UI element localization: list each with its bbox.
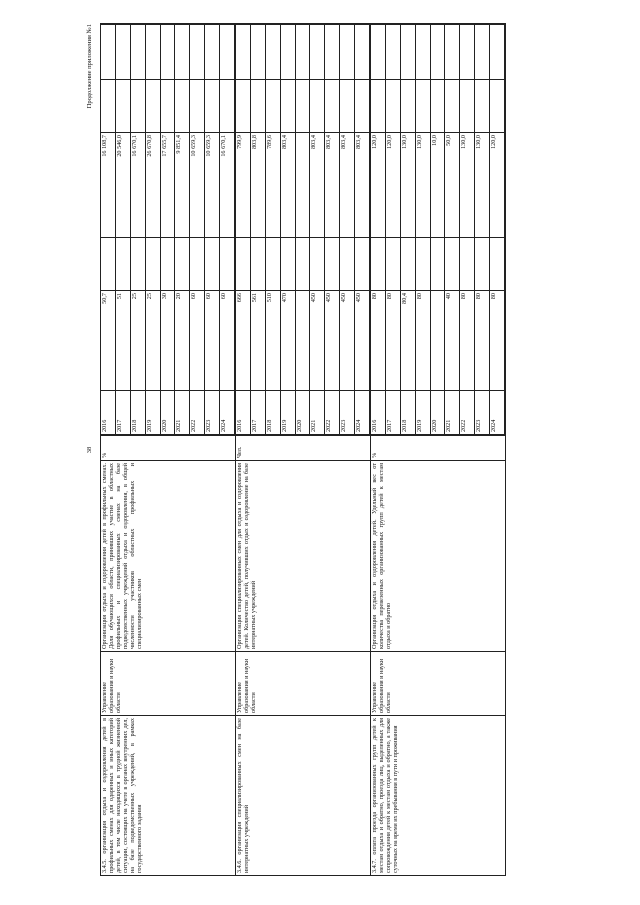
year-cell: 2020	[430, 391, 445, 435]
empty-cell	[220, 25, 235, 80]
empty-cell	[310, 238, 325, 291]
empty-cell	[295, 238, 310, 291]
empty-cell	[160, 238, 175, 291]
indicator-value-cell: 450	[340, 291, 355, 391]
year-cell: 2024	[220, 391, 235, 435]
empty-cell	[340, 238, 355, 291]
year-cell: 2018	[400, 391, 415, 435]
year-row	[385, 25, 400, 435]
empty-cell	[415, 25, 430, 80]
year-cell: 2018	[265, 391, 280, 435]
funding-sum-cell: 10 659,3	[205, 133, 220, 238]
empty-cell	[175, 80, 190, 133]
year-cell: 2018	[130, 391, 145, 435]
year-row	[250, 25, 265, 435]
year-row	[115, 25, 130, 435]
empty-cell	[355, 238, 370, 291]
year-row	[280, 25, 295, 435]
year-row	[265, 25, 280, 435]
empty-cell	[145, 80, 160, 133]
measure-cell: 3.4.7. оплата проезда организованных групп детей к местам отдыха и обратно, проезда лиц, выделенных для сопровождения детей к местам отдыха и обратно, а также суточных на время их пребывания в пути и проживания	[371, 716, 506, 876]
indicator-value-cell: 80	[371, 291, 385, 391]
continuation-note: Продолжение приложения №1	[86, 24, 93, 109]
unit-cell: %	[371, 436, 506, 461]
indicator-value-cell: 80,4	[400, 291, 415, 391]
year-row	[415, 25, 430, 435]
empty-cell	[460, 80, 475, 133]
year-row	[130, 25, 145, 435]
year-row	[101, 25, 115, 435]
funding-sum-cell: 803,4	[280, 133, 295, 238]
empty-cell	[115, 80, 130, 133]
indicator-value-cell: 51	[115, 291, 130, 391]
year-row	[220, 25, 235, 435]
empty-cell	[355, 25, 370, 80]
empty-cell	[371, 238, 385, 291]
funding-sum-cell	[295, 133, 310, 238]
indicator-cell: Организация специализированных смен для отдыха и оздоровления детей. Количество детей, получивших отдых и оздоровление на базе интернатных учреждений	[236, 461, 371, 652]
executor-cell: Управление образования и науки области	[236, 652, 371, 716]
indicator-value-cell: 450	[310, 291, 325, 391]
indicator-value-cell: 30	[160, 291, 175, 391]
year-cell: 2023	[205, 391, 220, 435]
funding-sum-cell: 10,0	[430, 133, 445, 238]
funding-sum-cell: 16 108,7	[101, 133, 115, 238]
empty-cell	[265, 25, 280, 80]
empty-cell	[250, 238, 265, 291]
year-row	[340, 25, 355, 435]
unit-cell: %	[101, 436, 236, 461]
empty-cell	[460, 25, 475, 80]
year-cell: 2017	[250, 391, 265, 435]
empty-cell	[145, 238, 160, 291]
funding-sum-cell: 789,6	[265, 133, 280, 238]
year-cell: 2016	[101, 391, 115, 435]
empty-cell	[220, 80, 235, 133]
funding-sum-cell: 803,8	[250, 133, 265, 238]
funding-sum-cell: 26 670,8	[145, 133, 160, 238]
funding-sum-cell: 803,4	[325, 133, 340, 238]
empty-cell	[115, 25, 130, 80]
empty-cell	[160, 80, 175, 133]
year-cell: 2020	[160, 391, 175, 435]
empty-cell	[101, 80, 115, 133]
empty-cell	[236, 25, 250, 80]
yearly-values-cell	[101, 24, 236, 436]
empty-cell	[325, 80, 340, 133]
empty-cell	[385, 238, 400, 291]
empty-cell	[460, 238, 475, 291]
year-row	[325, 25, 340, 435]
empty-cell	[415, 80, 430, 133]
funding-sum-cell: 120,0	[490, 133, 505, 238]
year-row	[145, 25, 160, 435]
year-cell: 2019	[280, 391, 295, 435]
year-cell: 2016	[371, 391, 385, 435]
page-header	[86, 24, 100, 876]
indicator-value-cell: 80	[475, 291, 490, 391]
empty-cell	[415, 238, 430, 291]
indicator-value-cell: 50,7	[101, 291, 115, 391]
funding-sum-cell: 130,0	[415, 133, 430, 238]
year-cell: 2023	[340, 391, 355, 435]
empty-cell	[385, 25, 400, 80]
year-cell: 2020	[295, 391, 310, 435]
empty-cell	[250, 25, 265, 80]
year-row	[295, 25, 310, 435]
measure-row	[236, 24, 371, 876]
year-cell: 2016	[236, 391, 250, 435]
empty-cell	[160, 25, 175, 80]
indicator-value-cell: 40	[445, 291, 460, 391]
rotated-page	[86, 24, 632, 876]
year-cell: 2022	[325, 391, 340, 435]
empty-cell	[280, 80, 295, 133]
empty-cell	[130, 25, 145, 80]
funding-sum-cell: 10 659,3	[190, 133, 205, 238]
indicator-value-cell: 450	[325, 291, 340, 391]
measure-row	[371, 24, 506, 876]
measure-cell: 3.4.6. организация специализированных смен на базе интернатных учреждений	[236, 716, 371, 876]
year-cell: 2021	[445, 391, 460, 435]
empty-cell	[475, 238, 490, 291]
empty-cell	[145, 25, 160, 80]
empty-cell	[325, 238, 340, 291]
funding-sum-cell: 16 670,1	[130, 133, 145, 238]
year-cell: 2017	[385, 391, 400, 435]
indicator-value-cell: 20	[175, 291, 190, 391]
empty-cell	[475, 80, 490, 133]
indicator-value-cell: 80	[415, 291, 430, 391]
indicator-value-cell: 25	[130, 291, 145, 391]
indicator-value-cell	[295, 291, 310, 391]
empty-cell	[280, 238, 295, 291]
funding-sum-cell: 16 670,1	[220, 133, 235, 238]
year-cell: 2021	[175, 391, 190, 435]
year-cell: 2023	[475, 391, 490, 435]
funding-sum-cell: 803,4	[355, 133, 370, 238]
empty-cell	[205, 25, 220, 80]
indicator-value-cell: 25	[145, 291, 160, 391]
year-cell: 2019	[145, 391, 160, 435]
funding-sum-cell: 799,9	[236, 133, 250, 238]
empty-cell	[250, 80, 265, 133]
empty-cell	[265, 238, 280, 291]
indicator-value-cell: 80	[385, 291, 400, 391]
empty-cell	[445, 25, 460, 80]
year-row	[460, 25, 475, 435]
empty-cell	[430, 25, 445, 80]
indicator-value-cell: 60	[190, 291, 205, 391]
empty-cell	[115, 238, 130, 291]
empty-cell	[400, 25, 415, 80]
year-cell: 2022	[460, 391, 475, 435]
empty-cell	[355, 80, 370, 133]
empty-cell	[205, 80, 220, 133]
executor-cell: Управление образования и науки области	[101, 652, 236, 716]
year-cell: 2024	[355, 391, 370, 435]
executor-cell: Управление образования и науки области	[371, 652, 506, 716]
empty-cell	[475, 25, 490, 80]
indicator-value-cell: 60	[205, 291, 220, 391]
funding-sum-cell: 9 851,4	[175, 133, 190, 238]
year-cell: 2024	[490, 391, 505, 435]
empty-cell	[385, 80, 400, 133]
indicator-cell: Организация отдыха и оздоровления детей. Удельный вес от количества перевезенных организованных групп детей к местам отдыха и обратно	[371, 461, 506, 652]
yearly-values-cell	[371, 24, 506, 436]
funding-sum-cell: 50,0	[445, 133, 460, 238]
empty-cell	[101, 238, 115, 291]
indicator-value-cell: 450	[355, 291, 370, 391]
indicator-value-cell: 80	[490, 291, 505, 391]
indicator-value-cell	[430, 291, 445, 391]
yearly-values-cell	[236, 24, 371, 436]
empty-cell	[295, 25, 310, 80]
empty-cell	[445, 238, 460, 291]
indicator-cell: Организация отдыха и оздоровления детей в профильных сменах. Доля обучающихся области, принявших участие в областных профильных и специализированных сменах на базе подведомственных учреждений отдыха и оздоровления, в общей численности участников областных профильных и специализированных смен	[101, 461, 236, 652]
empty-cell	[310, 80, 325, 133]
empty-cell	[430, 80, 445, 133]
funding-sum-cell: 17 655,7	[160, 133, 175, 238]
empty-cell	[175, 25, 190, 80]
empty-cell	[445, 80, 460, 133]
year-row	[355, 25, 370, 435]
empty-cell	[400, 80, 415, 133]
empty-cell	[371, 80, 385, 133]
indicator-value-cell: 666	[236, 291, 250, 391]
funding-sum-cell: 130,0	[400, 133, 415, 238]
year-row	[400, 25, 415, 435]
funding-sum-cell: 803,4	[340, 133, 355, 238]
empty-cell	[490, 80, 505, 133]
measure-cell: 3.4.5. организация отдыха и оздоровления детей в профильных сменах для одаренных и иных категорий детей, в том числе находящихся в трудной жизненной ситуации, состоящих на учете в органах внутренних дел, на базе подведомственных учреждений, в рамках государственного задания	[101, 716, 236, 876]
funding-sum-cell: 120,0	[371, 133, 385, 238]
funding-sum-cell: 120,0	[385, 133, 400, 238]
year-row	[205, 25, 220, 435]
funding-sum-cell: 20 546,0	[115, 133, 130, 238]
year-row	[475, 25, 490, 435]
program-table	[100, 23, 506, 876]
empty-cell	[371, 25, 385, 80]
empty-cell	[236, 80, 250, 133]
year-row	[160, 25, 175, 435]
empty-cell	[430, 238, 445, 291]
page-number: 38	[86, 446, 93, 454]
unit-cell: Чел.	[236, 436, 371, 461]
indicator-value-cell: 561	[250, 291, 265, 391]
year-row	[310, 25, 325, 435]
empty-cell	[265, 80, 280, 133]
funding-sum-cell: 130,0	[475, 133, 490, 238]
year-row	[371, 25, 385, 435]
year-row	[175, 25, 190, 435]
empty-cell	[325, 25, 340, 80]
funding-sum-cell: 130,0	[460, 133, 475, 238]
year-cell: 2017	[115, 391, 130, 435]
year-cell: 2021	[310, 391, 325, 435]
yearly-values-table	[101, 24, 235, 435]
empty-cell	[490, 238, 505, 291]
indicator-value-cell: 80	[460, 291, 475, 391]
indicator-value-cell: 60	[220, 291, 235, 391]
empty-cell	[340, 80, 355, 133]
empty-cell	[205, 238, 220, 291]
year-row	[490, 25, 505, 435]
empty-cell	[295, 80, 310, 133]
year-cell: 2019	[415, 391, 430, 435]
empty-cell	[490, 25, 505, 80]
empty-cell	[130, 238, 145, 291]
empty-cell	[101, 25, 115, 80]
year-row	[430, 25, 445, 435]
empty-cell	[220, 238, 235, 291]
empty-cell	[280, 25, 295, 80]
year-cell: 2022	[190, 391, 205, 435]
empty-cell	[190, 25, 205, 80]
empty-cell	[236, 238, 250, 291]
empty-cell	[310, 25, 325, 80]
measure-row	[101, 24, 236, 876]
year-row	[445, 25, 460, 435]
indicator-value-cell: 470	[280, 291, 295, 391]
empty-cell	[400, 238, 415, 291]
empty-cell	[340, 25, 355, 80]
year-row	[190, 25, 205, 435]
empty-cell	[190, 80, 205, 133]
empty-cell	[130, 80, 145, 133]
year-row	[236, 25, 250, 435]
empty-cell	[190, 238, 205, 291]
yearly-values-table	[371, 24, 505, 435]
funding-sum-cell: 803,4	[310, 133, 325, 238]
yearly-values-table	[236, 24, 370, 435]
indicator-value-cell: 510	[265, 291, 280, 391]
empty-cell	[175, 238, 190, 291]
